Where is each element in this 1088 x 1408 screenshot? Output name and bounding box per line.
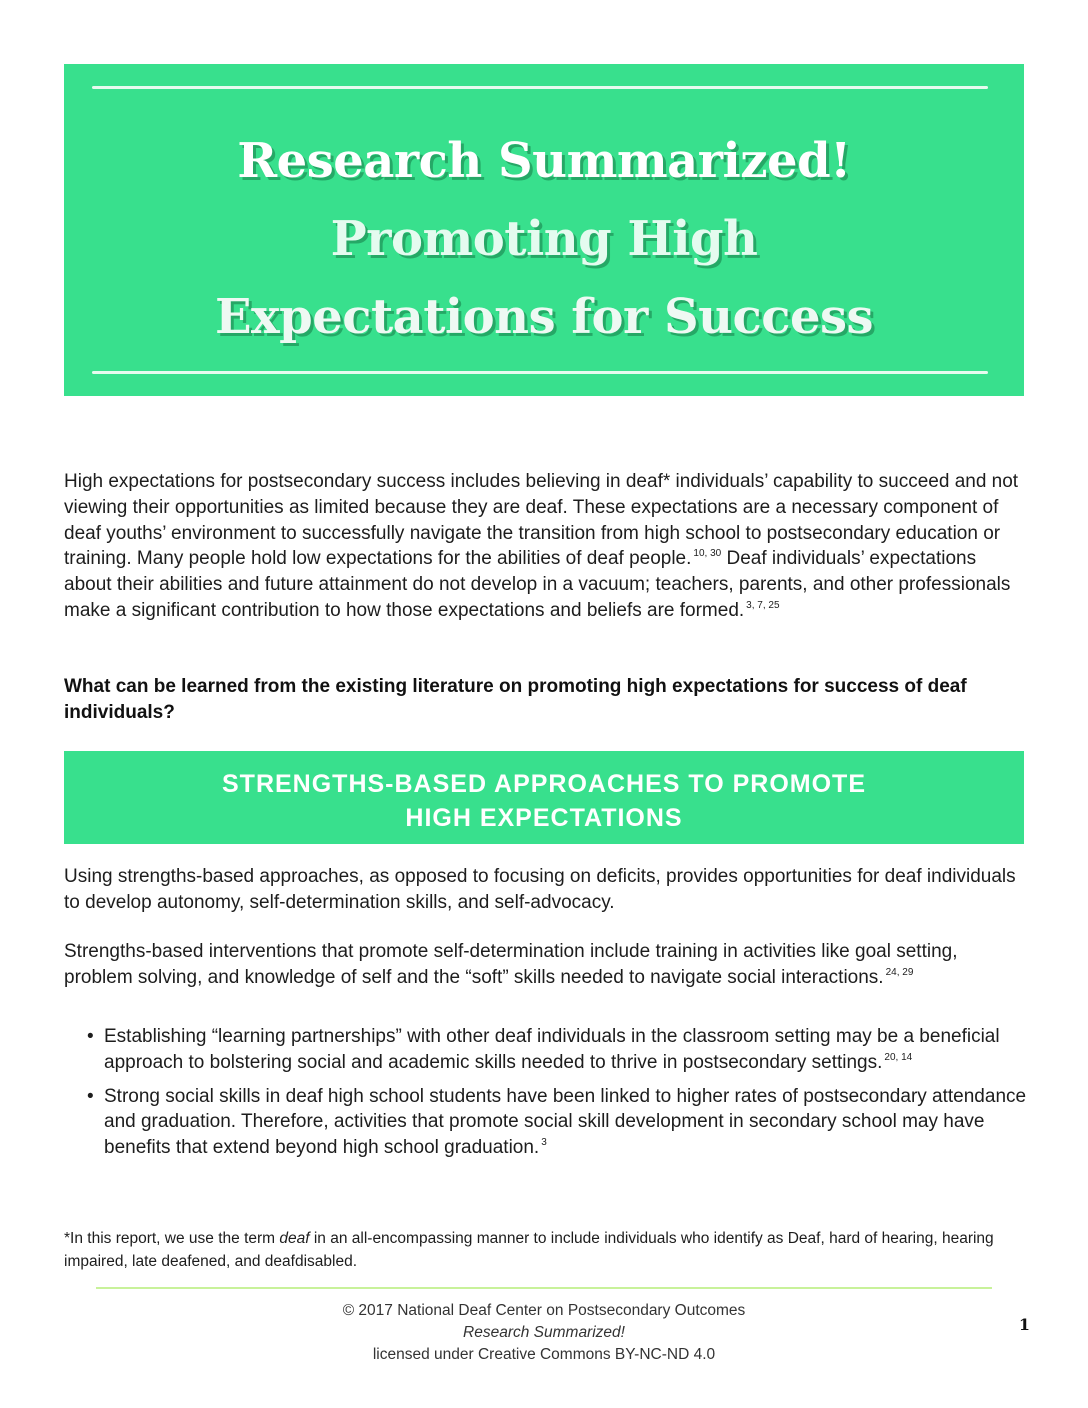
footer-license	[64, 1322, 1024, 1366]
banner-bottom-rule	[92, 371, 988, 374]
footer-license-rest: licensed under Creative Commons BY-NC-ND 4.0	[372, 1346, 716, 1363]
banner-top-rule	[92, 86, 988, 89]
page-title	[64, 122, 1024, 356]
title-banner	[64, 64, 1024, 396]
title-line-3: Expectations for Success	[214, 289, 874, 345]
bullet-marker: •	[87, 1085, 94, 1107]
title-line-2: Promoting High	[330, 211, 758, 267]
page-number: 1	[1018, 1315, 1030, 1334]
section-heading	[64, 767, 1024, 835]
footnote-text-2: in an all-encompassing manner to include individuals who identify as Deaf, hard of hearing, hearing impaired, late deafened, and deafdisabled.	[64, 1230, 994, 1270]
interventions-paragraph	[64, 939, 1026, 991]
bullet-text: Strong social skills in deaf high school students have been linked to higher rates of postsecondary attendance and graduation. Therefore, activities that promote social skill development in secondary school may have benefits that extend beyond high school graduation.	[104, 1085, 1027, 1159]
section-heading-line-1: STRENGTHS-BASED APPROACHES TO PROMOTE	[222, 770, 866, 798]
footer	[64, 1300, 1024, 1366]
intro-citation-1: 10, 30	[693, 548, 722, 560]
bullet-text: Establishing “learning partnerships” with other deaf individuals in the classroom setting may be a beneficial approach to bolstering social and academic skills needed to thrive in postsecondary settings.	[104, 1026, 1000, 1073]
interventions-text: Strengths-based interventions that promote self-determination include training in activities like goal setting, problem solving, and knowledge of self and the “soft” skills needed to navigate social interactions.	[64, 941, 958, 988]
interventions-citation: 24, 29	[885, 966, 914, 978]
guiding-question: What can be learned from the existing literature on promoting high expectations for success of deaf individuals?	[64, 676, 967, 723]
intro-text-2: Deaf individuals’ expectations about their abilities and future attainment do not develop in a vacuum; teachers, parents, and other professionals make a significant contribution to how those expectations and beliefs are formed.	[64, 548, 1011, 621]
strengths-paragraph: Using strengths-based approaches, as opposed to focusing on deficits, provides opportunities for deaf individuals to develop autonomy, self-determination skills, and self-advocacy.	[64, 866, 1016, 913]
intro-paragraph	[64, 469, 1026, 624]
footnote-term: deaf	[279, 1230, 310, 1247]
section-header-band	[64, 751, 1024, 844]
bullet-citation: 20, 14	[884, 1051, 913, 1063]
footer-copyright: © 2017 National Deaf Center on Postsecondary Outcomes	[342, 1302, 746, 1319]
list-item	[87, 1024, 1034, 1076]
bullet-citation: 3	[541, 1137, 547, 1149]
title-line-1: Research Summarized!	[237, 133, 851, 189]
intro-citation-2: 3, 7, 25	[746, 599, 780, 611]
footer-license-title: Research Summarized!	[463, 1324, 625, 1341]
footnote-text-1: *In this report, we use the term	[64, 1230, 280, 1247]
bullet-marker: •	[87, 1026, 94, 1047]
list-item	[87, 1084, 1034, 1161]
section-heading-line-2: HIGH EXPECTATIONS	[405, 804, 683, 832]
footer-divider	[96, 1287, 992, 1289]
bullet-list	[87, 1024, 1034, 1169]
intro-text-1: High expectations for postsecondary success includes believing in deaf* individuals’ capability to succeed and not viewing their opportunities as limited because they are deaf. These expectations are a necessary component of deaf youths’ environment to successfully navigate the transition from high school to postsecondary education or training. Many people hold low expectations for the abilities of deaf people.	[64, 471, 1019, 570]
footnote	[64, 1228, 1024, 1273]
